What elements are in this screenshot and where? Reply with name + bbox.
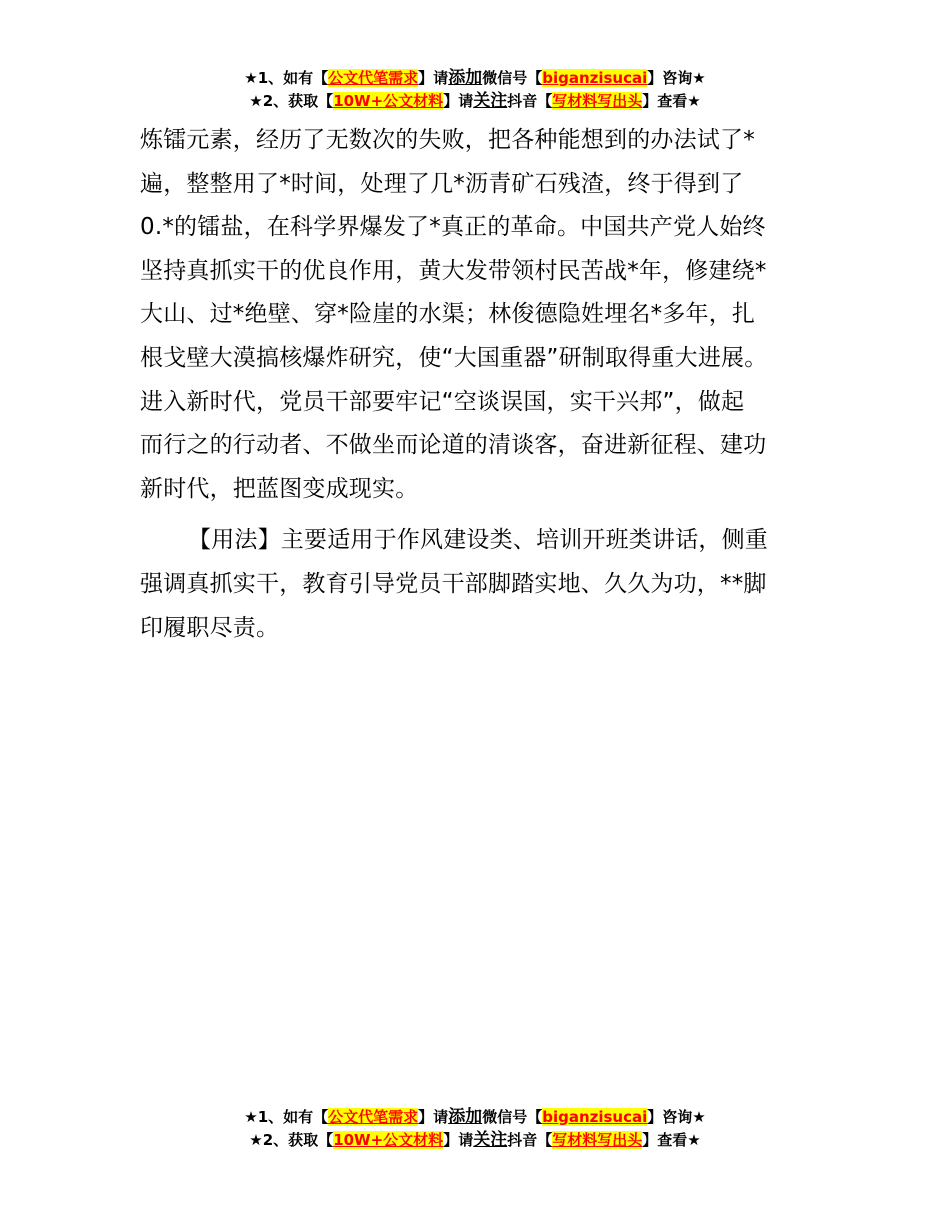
text-line: 印履职尽责。 <box>140 614 280 641</box>
text-line: 根戈壁大漠搞核爆炸研究，使“大国重器”研制取得重大进展。 <box>140 344 768 371</box>
underlined-text: 添加 <box>448 68 483 88</box>
text-line: 炼镭元素，经历了无数次的失败，把各种能想到的办法试了* <box>140 127 755 153</box>
text-line: 大山、过*绝壁、穿*险崖的水渠；林俊德隐姓埋名*多年，扎 <box>140 301 756 328</box>
highlight-wechat-id: biganzisucai <box>542 1108 648 1126</box>
banner-text: ★2、获取【 <box>249 92 334 110</box>
banner-line-2 <box>0 90 950 113</box>
banner-text: 微信号【 <box>482 1108 543 1126</box>
text-line: 坚持真抓实干的优良作用，黄大发带领村民苦战*年，修建绕* <box>140 257 767 284</box>
highlight-douyin: 写材料写出头 <box>552 1131 643 1149</box>
document-body <box>140 119 826 650</box>
banner-text: 抖音【 <box>507 1131 553 1149</box>
underlined-text: 添加 <box>448 1107 483 1127</box>
banner-text: ★1、如有【 <box>244 69 329 87</box>
header-banner <box>0 67 950 113</box>
underlined-text: 关注 <box>473 1130 508 1150</box>
highlight-wechat-id: biganzisucai <box>542 69 648 87</box>
banner-text: ★1、如有【 <box>244 1108 329 1126</box>
highlight-materials: 10W+公文材料 <box>333 92 444 110</box>
banner-text: 】查看★ <box>642 92 701 110</box>
banner-text: 】咨询★ <box>647 1108 706 1126</box>
banner-line-2 <box>0 1129 950 1152</box>
banner-text: 抖音【 <box>507 92 553 110</box>
text-line: 强调真抓实干，教育引导党员干部脚踏实地、久久为功，**脚 <box>140 570 767 597</box>
banner-text: 微信号【 <box>482 69 543 87</box>
banner-text: 】请 <box>418 69 449 87</box>
underlined-text: 关注 <box>473 91 508 111</box>
text-line: 新时代，把蓝图变成现实。 <box>140 475 419 502</box>
text-line: 【用法】主要适用于作风建设类、培训开班类讲话，侧重 <box>188 527 768 554</box>
banner-line-1 <box>0 67 950 90</box>
highlight-service: 公文代笔需求 <box>328 69 419 87</box>
banner-text: ★2、获取【 <box>249 1131 334 1149</box>
highlight-douyin: 写材料写出头 <box>552 92 643 110</box>
banner-text: 】查看★ <box>642 1131 701 1149</box>
banner-text: 】请 <box>418 1108 449 1126</box>
banner-text: 】请 <box>443 1131 474 1149</box>
highlight-materials: 10W+公文材料 <box>333 1131 444 1149</box>
banner-text: 】咨询★ <box>647 69 706 87</box>
highlight-service: 公文代笔需求 <box>328 1108 419 1126</box>
footer-banner <box>0 1106 950 1152</box>
text-line: 遍，整整用了*时间，处理了几*沥青矿石残渣，终于得到了 <box>140 170 744 197</box>
banner-text: 】请 <box>443 92 474 110</box>
paragraph-1 <box>140 119 826 511</box>
text-line: 而行之的行动者、不做坐而论道的清谈客，奋进新征程、建功 <box>140 432 767 459</box>
text-line: 0.*的镭盐，在科学界爆发了*真正的革命。中国共产党人始终 <box>140 214 766 241</box>
paragraph-2-usage <box>140 519 826 650</box>
banner-line-1 <box>0 1106 950 1129</box>
text-line: 进入新时代，党员干部要牢记“空谈误国，实干兴邦”，做起 <box>140 388 745 415</box>
